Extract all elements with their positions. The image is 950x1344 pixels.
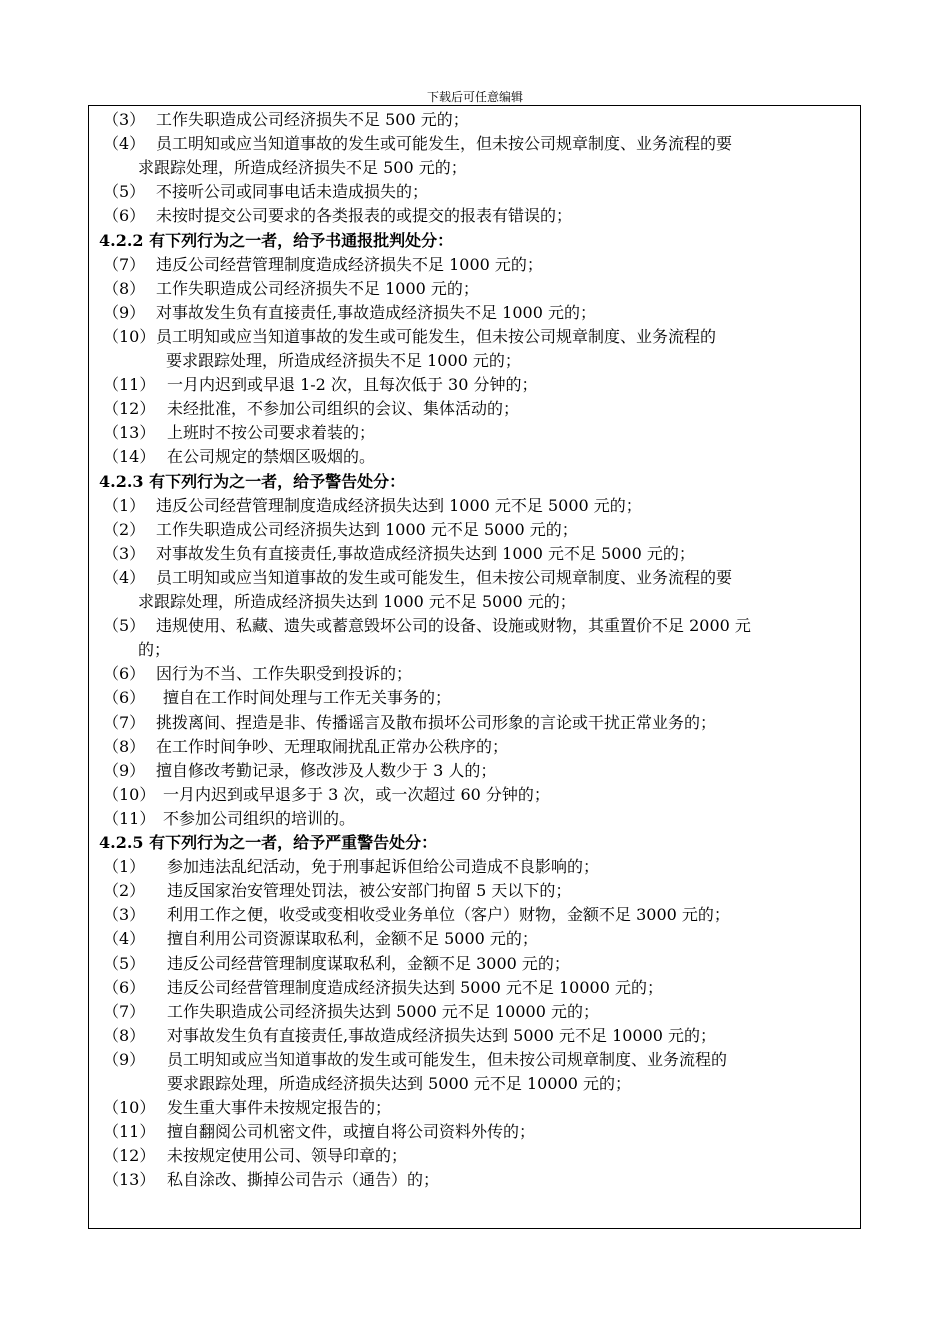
list-item-number: （7） (103, 1001, 146, 1021)
list-item-text: 违反国家治安管理处罚法，被公安部门拘留 5 天以下的； (167, 881, 572, 901)
list-item-text: 利用工作之便，收受或变相收受业务单位（客户）财物，金额不足 3000 元的； (167, 905, 730, 925)
list-item-number: （9） (103, 760, 146, 780)
list-item-text: 挑拨离间、捏造是非、传播谣言及散布损坏公司形象的言论或干扰正常业务的； (156, 712, 717, 732)
list-item-text: 不参加公司组织的培训的。 (163, 808, 356, 828)
list-item-text: 参加违法乱纪活动，免于刑事起诉但给公司造成不良影响的； (167, 857, 600, 877)
list-item-text: 工作失职造成公司经济损失不足 500 元的； (156, 110, 469, 129)
list-item-number: （3） (103, 110, 146, 129)
list-item-text: 一月内迟到或早退 1-2 次，且每次低于 30 分钟的； (167, 375, 538, 395)
list-item-text: 对事故发生负有直接责任,事故造成经济损失不足 1000 元的； (156, 302, 596, 322)
list-item-text: 违反公司经营管理制度造成经济损失达到 5000 元不足 10000 元的； (167, 977, 663, 997)
list-item-text: 擅自在工作时间处理与工作无关事务的； (163, 688, 452, 708)
list-item-text: 员工明知或应当知道事故的发生或可能发生，但未按公司规章制度、业务流程的要 (156, 567, 733, 587)
section-heading-text: 4.2.3 有下列行为之一者，给予警告处分： (99, 471, 406, 491)
list-item-text: 求跟踪处理，所造成经济损失不足 500 元的； (138, 158, 467, 178)
list-item-number: （7） (103, 712, 146, 732)
list-item-number: （8） (103, 736, 146, 756)
list-item-text: 的； (138, 640, 171, 660)
list-item-text: 对事故发生负有直接责任,事故造成经济损失达到 5000 元不足 10000 元的； (167, 1025, 717, 1045)
list-item-number: （1） (103, 857, 146, 877)
list-item-text: 擅自翻阅公司机密文件，或擅自将公司资料外传的； (167, 1122, 536, 1142)
list-item-number: （6） (103, 688, 146, 708)
list-item-number: （5） (103, 616, 146, 636)
list-item-text: 未经批准，不参加公司组织的会议、集体活动的； (167, 399, 520, 419)
list-item-number: （8） (103, 1025, 146, 1045)
list-item-number: （3） (103, 905, 146, 925)
list-item-number: （7） (103, 254, 146, 274)
list-item-number: （11） (103, 1122, 156, 1142)
list-item-text: 发生重大事件未按规定报告的； (167, 1098, 392, 1118)
list-item-number: （6） (103, 664, 146, 684)
list-item-text: 违反公司经营管理制度造成经济损失不足 1000 元的； (156, 254, 543, 274)
list-item-text: 因行为不当、工作失职受到投诉的； (156, 664, 413, 684)
list-item-number: （8） (103, 278, 146, 298)
list-item-number: （12） (103, 1146, 156, 1166)
list-item-text: 员工明知或应当知道事故的发生或可能发生，但未按公司规章制度、业务流程的 (156, 326, 717, 346)
list-item-text: 违反公司经营管理制度谋取私利，金额不足 3000 元的； (167, 953, 570, 973)
list-item-number: （6） (103, 206, 146, 226)
list-item-number: （11） (103, 808, 156, 828)
list-item-number: （13） (103, 1170, 156, 1190)
list-item-number: （14） (103, 447, 156, 467)
list-item-text: 工作失职造成公司经济损失达到 5000 元不足 10000 元的； (167, 1001, 599, 1021)
list-item-text: 工作失职造成公司经济损失达到 1000 元不足 5000 元的； (156, 519, 578, 539)
list-item-number: （9） (103, 302, 146, 322)
list-item-text: 员工明知或应当知道事故的发生或可能发生，但未按公司规章制度、业务流程的 (167, 1049, 728, 1069)
list-item-text: 违规使用、私藏、遗失或蓄意毁坏公司的设备、设施或财物，其重置价不足 2000 元 (156, 616, 751, 636)
list-item-text: 一月内迟到或早退多于 3 次，或一次超过 60 分钟的； (163, 784, 550, 804)
list-item-number: （2） (103, 519, 146, 539)
page-header: 下载后可任意编辑 (426, 90, 523, 104)
list-item-text: 上班时不按公司要求着装的； (167, 423, 376, 443)
list-item-number: （10） (103, 1098, 156, 1118)
list-item-number: （4） (103, 929, 146, 949)
list-item-text: 员工明知或应当知道事故的发生或可能发生，但未按公司规章制度、业务流程的要 (156, 134, 733, 154)
list-item-number: （11） (103, 375, 156, 395)
list-item-text: 工作失职造成公司经济损失不足 1000 元的； (156, 278, 479, 298)
list-item-number: （10） (103, 784, 156, 804)
list-item-number: （5） (103, 182, 146, 202)
list-item-text: 在工作时间争吵、无理取闹扰乱正常办公秩序的； (156, 736, 509, 756)
list-item-text: 在公司规定的禁烟区吸烟的。 (167, 447, 376, 467)
list-item-number: （1） (103, 495, 146, 515)
list-item-number: （2） (103, 881, 146, 901)
list-item-number: （6） (103, 977, 146, 997)
list-item-number: （10） (103, 326, 156, 346)
list-item-number: （4） (103, 134, 146, 154)
list-item-text: 求跟踪处理，所造成经济损失达到 1000 元不足 5000 元的； (138, 592, 576, 611)
list-item-text: 要求跟踪处理，所造成经济损失不足 1000 元的； (166, 351, 521, 370)
list-item-number: （3） (103, 543, 146, 563)
section-heading-text: 4.2.5 有下列行为之一者，给予严重警告处分： (99, 833, 438, 852)
list-item-number: （4） (103, 567, 146, 587)
list-item-number: （9） (103, 1049, 146, 1069)
section-heading-text: 4.2.2 有下列行为之一者，给予书通报批判处分： (99, 230, 454, 250)
list-item-text: 不接听公司或同事电话未造成损失的； (156, 182, 429, 202)
list-item-number: （13） (103, 423, 156, 443)
list-item-text: 对事故发生负有直接责任,事故造成经济损失达到 1000 元不足 5000 元的； (156, 543, 695, 563)
list-item-text: 私自涂改、撕掉公司告示（通告）的； (167, 1170, 440, 1190)
list-item-number: （5） (103, 953, 146, 973)
list-item-text: 未按规定使用公司、领导印章的； (167, 1146, 408, 1166)
list-item-text: 要求跟踪处理，所造成经济损失达到 5000 元不足 10000 元的； (167, 1074, 631, 1093)
list-item-text: 擅自修改考勤记录，修改涉及人数少于 3 人的； (156, 760, 497, 780)
list-item-text: 违反公司经营管理制度造成经济损失达到 1000 元不足 5000 元的； (156, 495, 642, 515)
list-item-text: 未按时提交公司要求的各类报表的或提交的报表有错误的； (156, 206, 573, 226)
list-item-number: （12） (103, 399, 156, 419)
content-frame (88, 105, 861, 1229)
list-item-text: 擅自利用公司资源谋取私利，金额不足 5000 元的； (167, 929, 538, 949)
